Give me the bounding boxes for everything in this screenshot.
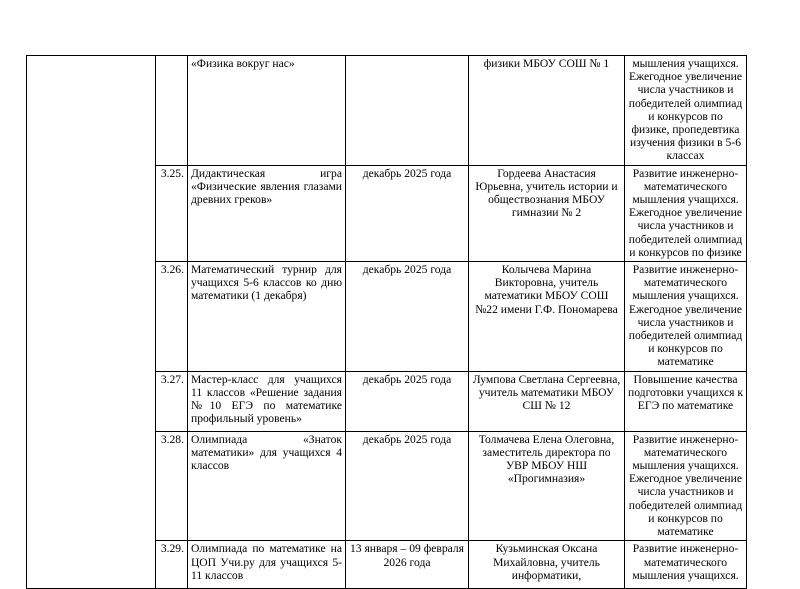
row-number: 3.27. bbox=[156, 371, 188, 431]
date-cell: декабрь 2025 года bbox=[346, 165, 469, 261]
result-cell: Развитие инженерно-математического мышления учащихся. bbox=[625, 541, 747, 589]
responsible-cell: Гордеева Анастасия Юрьевна, учитель истории и обществознания МБОУ гимназии № 2 bbox=[469, 165, 625, 261]
responsible-cell: Кузьминская Оксана Михайловна, учитель информатики, bbox=[469, 541, 625, 589]
row-number: 3.28. bbox=[156, 431, 188, 541]
result-cell: Развитие инженерно-математического мышления учащихся. Ежегодное увеличение числа участников и победителей олимпиад и конкурсов по математике bbox=[625, 431, 747, 541]
result-cell: Развитие инженерно-математического мышления учащихся. Ежегодное увеличение числа участников и победителей олимпиад и конкурсов по физике bbox=[625, 165, 747, 261]
event-cell: «Физика вокруг нас» bbox=[188, 56, 346, 166]
date-cell: декабрь 2025 года bbox=[346, 371, 469, 431]
responsible-cell: Толмачева Елена Олеговна, заместитель директора по УВР МБОУ НШ «Прогимназия» bbox=[469, 431, 625, 541]
result-cell: мышления учащихся. Ежегодное увеличение числа участников и победителей олимпиад и конкурсов по физике, пропедевтика изучения физики в 5-6 классах bbox=[625, 56, 747, 166]
event-cell: Математический турнир для учащихся 5-6 классов ко дню математики (1 декабря) bbox=[188, 262, 346, 372]
event-cell: Олимпиада по математике на ЦОП Учи.ру для учащихся 5-11 классов bbox=[188, 541, 346, 589]
date-cell: декабрь 2025 года bbox=[346, 262, 469, 372]
date-cell bbox=[346, 56, 469, 166]
left-blank-cell bbox=[27, 56, 156, 589]
plan-table bbox=[26, 55, 747, 589]
responsible-cell: Лумпова Светлана Сергеевна, учитель математики МБОУ СШ № 12 bbox=[469, 371, 625, 431]
event-cell: Мастер-класс для учащихся 11 классов «Решение задания №10 ЕГЭ по математике профильный уровень» bbox=[188, 371, 346, 431]
result-cell: Развитие инженерно-математического мышления учащихся. Ежегодное увеличение числа участников и победителей олимпиад и конкурсов по математике bbox=[625, 262, 747, 372]
result-cell: Повышение качества подготовки учащихся к ЕГЭ по математике bbox=[625, 371, 747, 431]
table-row bbox=[27, 56, 747, 166]
responsible-cell: Колычева Марина Викторовна, учитель математики МБОУ СОШ №22 имени Г.Ф. Пономарева bbox=[469, 262, 625, 372]
event-cell: Дидактическая игра «Физические явления глазами древних греков» bbox=[188, 165, 346, 261]
row-number: 3.26. bbox=[156, 262, 188, 372]
date-cell: декабрь 2025 года bbox=[346, 431, 469, 541]
row-number bbox=[156, 56, 188, 166]
responsible-cell: физики МБОУ СОШ № 1 bbox=[469, 56, 625, 166]
row-number: 3.29. bbox=[156, 541, 188, 589]
event-cell: Олимпиада «Знаток математики» для учащихся 4 классов bbox=[188, 431, 346, 541]
row-number: 3.25. bbox=[156, 165, 188, 261]
date-cell: 13 января – 09 февраля 2026 года bbox=[346, 541, 469, 589]
